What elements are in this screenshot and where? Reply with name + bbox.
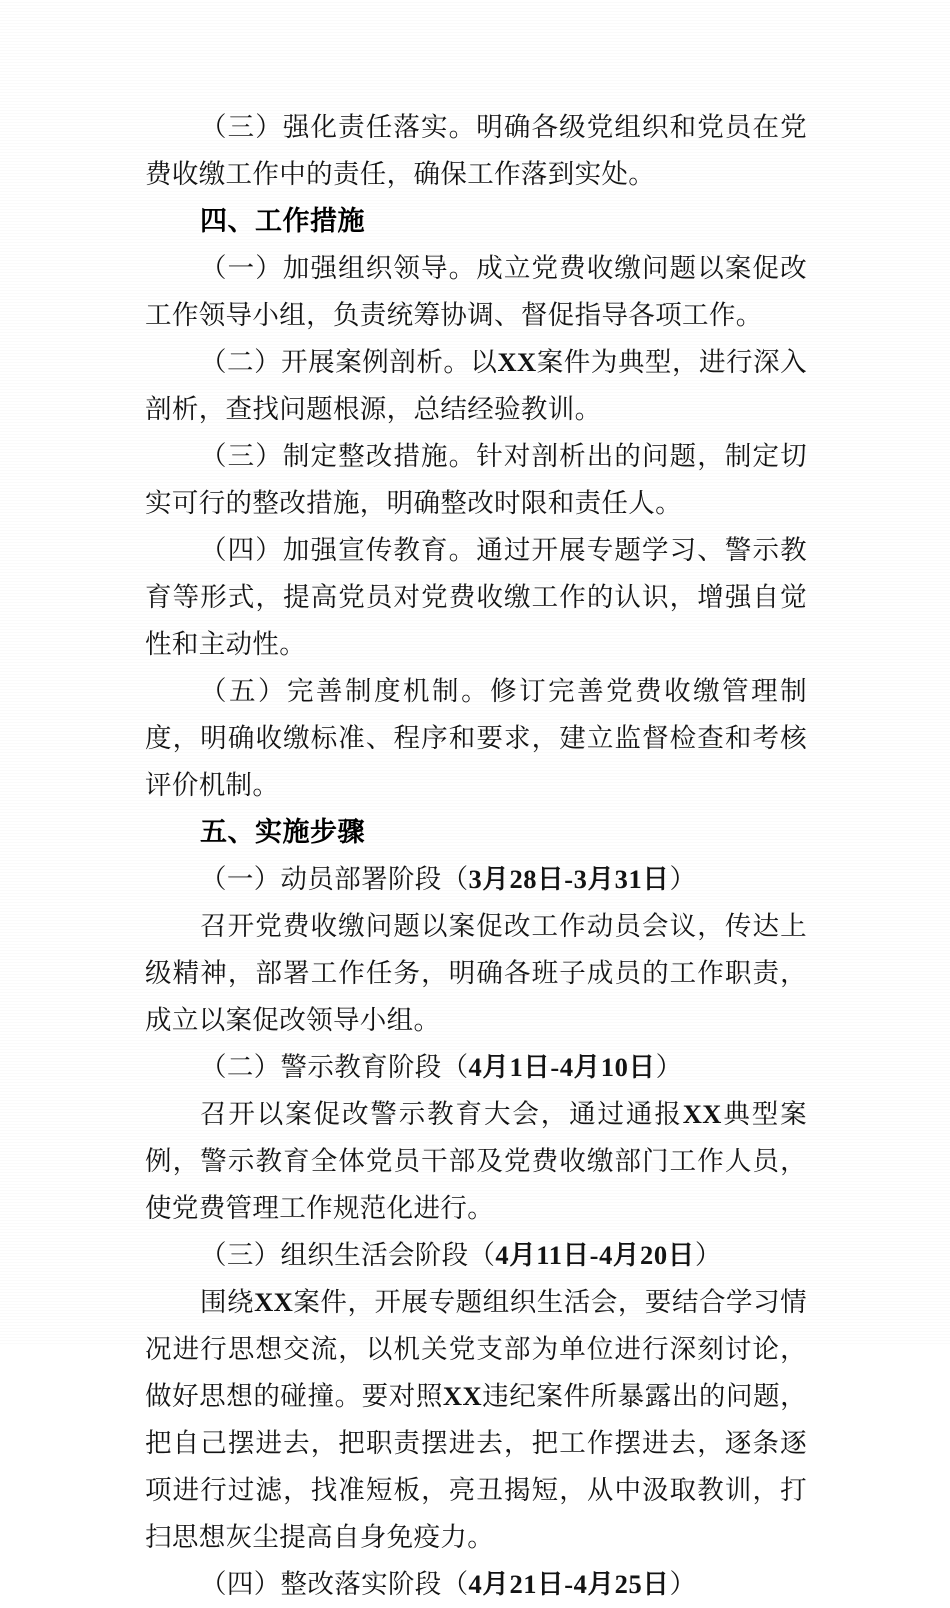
phase-title-organizational-life-meeting — [145, 1232, 807, 1279]
paragraph-text-run: （四）加强宣传教育。通过开展专题学习、警示教育等形式，提高党员对党费收缴工作的认识，增强自觉性和主动性。 — [145, 535, 807, 659]
paragraph-text-run: （五）完善制度机制。修订完善党费收缴管理制度，明确收缴标准、程序和要求，建立监督检查和考核评价机制。 — [145, 676, 807, 800]
phase-date-range: 3月28日-3月31日 — [468, 864, 670, 894]
paragraph-text-run: 围绕 — [200, 1287, 255, 1317]
phase-date-range: 4月11日-4月20日 — [495, 1240, 695, 1270]
phase-label-end: ） — [655, 1052, 683, 1082]
paragraph-text-run: （二）开展案例剖析。以 — [200, 347, 498, 377]
phase-title-mobilization — [145, 856, 807, 903]
paragraph-mobilization-detail — [145, 903, 807, 1044]
paragraph-rectification-measures — [145, 433, 807, 527]
phase-date-range: 4月21日-4月25日 — [468, 1569, 670, 1599]
heading-work-measures: 四、工作措施 — [200, 206, 365, 236]
paragraph-improve-system — [145, 668, 807, 809]
phase-title-rectification-implementation — [145, 1561, 807, 1608]
paragraph-text-run: （一）加强组织领导。成立党费收缴问题以案促改工作领导小组，负责统筹协调、督促指导各项工作。 — [145, 253, 807, 330]
phase-label: （二）警示教育阶段（ — [200, 1052, 469, 1082]
paragraph-strengthen-org-leadership — [145, 245, 807, 339]
paragraph-publicity-education — [145, 527, 807, 668]
phase-title-warning-education — [145, 1044, 807, 1091]
redacted-case-token: XX — [497, 347, 537, 377]
phase-label: （四）整改落实阶段（ — [200, 1569, 469, 1599]
paragraph-text-run: 召开以案促改警示教育大会，通过通报 — [200, 1099, 683, 1129]
paragraph-case-analysis — [145, 339, 807, 433]
paragraph-text-run: （三）强化责任落实。明确各级党组织和党员在党费收缴工作中的责任，确保工作落到实处。 — [145, 112, 807, 189]
paragraph-text-run: 案件为典型，进行深入剖析，查找问题根源，总结经验教训。 — [145, 347, 807, 424]
phase-label-end: ） — [694, 1240, 722, 1270]
redacted-case-token: XX — [254, 1287, 294, 1317]
paragraph-text-run: 案件，开展专题组织生活会，要结合学习情况进行思想交流，以机关党支部为单位进行深刻讨论，做好思想的碰撞。要对照 — [145, 1287, 807, 1411]
paragraph-strengthen-responsibility — [145, 104, 807, 198]
phase-label-end: ） — [669, 1569, 697, 1599]
paragraph-warning-education-detail — [145, 1091, 807, 1232]
paragraph-organizational-life-detail — [145, 1279, 807, 1561]
paragraph-text-run: 违纪案件所暴露出的问题，把自己摆进去，把职责摆进去，把工作摆进去，逐条逐项进行过滤，找准短板，亮丑揭短，从中汲取教训，打扫思想灰尘提高自身免疫力。 — [145, 1381, 807, 1552]
phase-label: （三）组织生活会阶段（ — [200, 1240, 496, 1270]
paragraph-text-run: 典型案例，警示教育全体党员干部及党费收缴部门工作人员，使党费管理工作规范化进行。 — [145, 1099, 807, 1223]
redacted-case-token: XX — [442, 1381, 482, 1411]
phase-label: （一）动员部署阶段（ — [200, 864, 469, 894]
phase-date-range: 4月1日-4月10日 — [468, 1052, 656, 1082]
paragraph-text-run: （三）制定整改措施。针对剖析出的问题，制定切实可行的整改措施，明确整改时限和责任人。 — [145, 441, 807, 518]
paragraph-text-run: 召开党费收缴问题以案促改工作动员会议，传达上级精神，部署工作任务，明确各班子成员的工作职责，成立以案促改领导小组。 — [145, 911, 807, 1035]
phase-label-end: ） — [669, 864, 697, 894]
heading-implementation-steps: 五、实施步骤 — [200, 817, 365, 847]
document-text-column — [145, 104, 807, 1608]
redacted-case-token: XX — [682, 1099, 722, 1129]
